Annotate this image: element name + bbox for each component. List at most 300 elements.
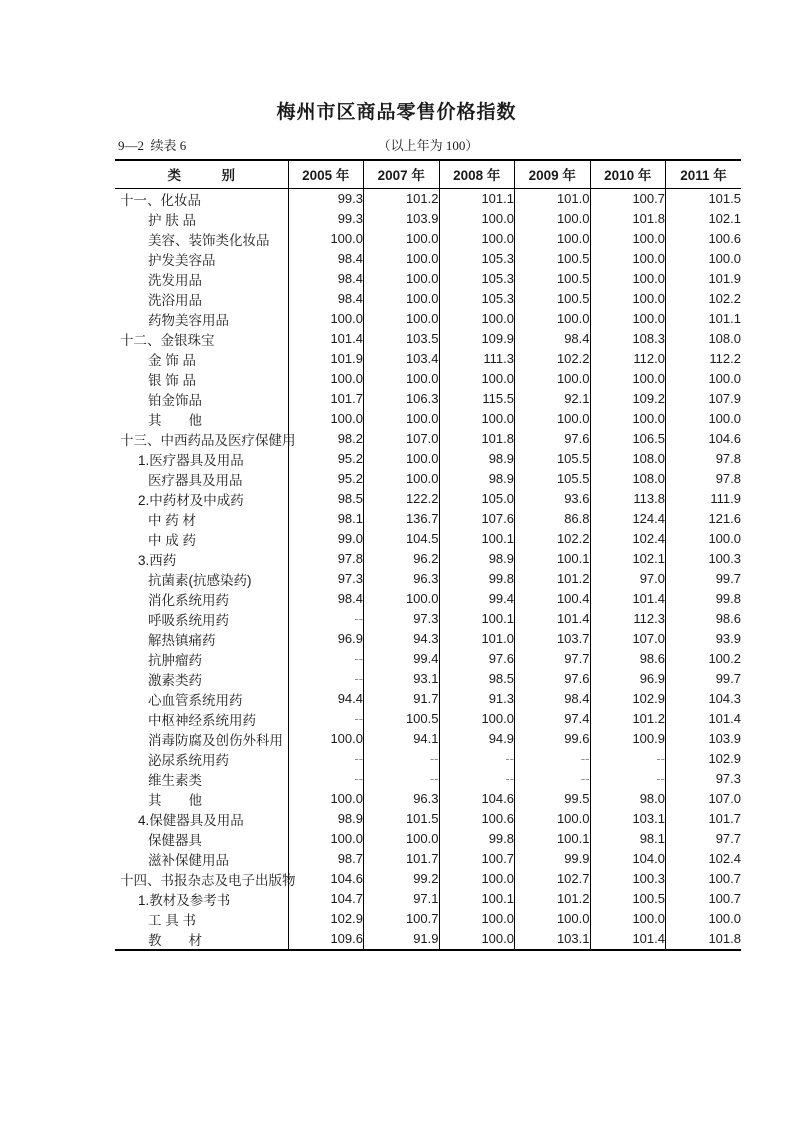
value-cell: 100.7 bbox=[364, 909, 440, 929]
category-cell: 消毒防腐及创伤外科用 bbox=[148, 732, 283, 748]
table-row bbox=[115, 889, 741, 909]
value-cell: 101.9 bbox=[288, 349, 364, 369]
value-cell: 103.5 bbox=[364, 329, 440, 349]
value-cell: 124.4 bbox=[590, 509, 666, 529]
category-cell: 保健器具 bbox=[148, 832, 202, 848]
value-cell: 100.1 bbox=[439, 609, 515, 629]
table-row bbox=[115, 409, 741, 429]
value-cell: 98.4 bbox=[288, 269, 364, 289]
table-number-label: 9—2 续表 6 bbox=[118, 138, 187, 153]
value-cell: 100.4 bbox=[515, 589, 591, 609]
value-cell: 100.0 bbox=[590, 369, 666, 389]
category-cell: 消化系统用药 bbox=[148, 592, 229, 608]
value-cell: 101.0 bbox=[439, 629, 515, 649]
value-cell: 100.0 bbox=[515, 309, 591, 329]
value-cell: 98.9 bbox=[439, 549, 515, 569]
value-cell: 93.1 bbox=[364, 669, 440, 689]
value-cell: 100.0 bbox=[439, 709, 515, 729]
value-cell: 112.2 bbox=[666, 349, 742, 369]
value-cell: 102.9 bbox=[666, 749, 742, 769]
value-cell: 104.6 bbox=[439, 789, 515, 809]
value-cell: 103.1 bbox=[590, 809, 666, 829]
table-row bbox=[115, 329, 741, 349]
value-cell: 100.0 bbox=[364, 589, 440, 609]
value-cell: 97.3 bbox=[666, 769, 742, 789]
value-cell: 100.0 bbox=[666, 909, 742, 929]
value-cell: 98.9 bbox=[288, 809, 364, 829]
value-cell: 107.9 bbox=[666, 389, 742, 409]
category-cell: 2.中药材及中成药 bbox=[138, 492, 244, 508]
value-cell: 100.0 bbox=[666, 409, 742, 429]
value-cell: 102.2 bbox=[515, 349, 591, 369]
category-cell: 护 肤 品 bbox=[148, 212, 197, 228]
value-cell: 102.2 bbox=[515, 529, 591, 549]
value-cell: 99.4 bbox=[439, 589, 515, 609]
value-cell: 98.4 bbox=[515, 329, 591, 349]
value-cell: 100.0 bbox=[590, 269, 666, 289]
value-cell: -- bbox=[288, 769, 364, 789]
value-cell: 101.4 bbox=[590, 929, 666, 950]
value-cell: 100.3 bbox=[590, 869, 666, 889]
table-row bbox=[115, 909, 741, 929]
value-cell: 100.0 bbox=[288, 309, 364, 329]
category-cell: 护发美容品 bbox=[148, 252, 216, 268]
category-cell: 十三、中西药品及医疗保健用 bbox=[120, 432, 296, 448]
category-cell: 工 具 书 bbox=[148, 912, 197, 928]
table-row bbox=[115, 509, 741, 529]
value-cell: 105.5 bbox=[515, 469, 591, 489]
value-cell: 97.0 bbox=[590, 569, 666, 589]
value-cell: 101.7 bbox=[666, 809, 742, 829]
value-cell: -- bbox=[288, 709, 364, 729]
category-cell: 泌尿系统用药 bbox=[148, 752, 229, 768]
value-cell: 98.6 bbox=[590, 649, 666, 669]
value-cell: 98.0 bbox=[590, 789, 666, 809]
value-cell: 97.6 bbox=[515, 429, 591, 449]
value-cell: 91.7 bbox=[364, 689, 440, 709]
value-cell: 102.4 bbox=[666, 849, 742, 869]
value-cell: 103.9 bbox=[364, 209, 440, 229]
base-year-note: （以上年为 100） bbox=[377, 138, 479, 153]
value-cell: 101.4 bbox=[666, 709, 742, 729]
value-cell: 93.6 bbox=[515, 489, 591, 509]
value-cell: 100.0 bbox=[590, 249, 666, 269]
value-cell: 98.4 bbox=[515, 689, 591, 709]
value-cell: 99.3 bbox=[288, 188, 364, 209]
value-cell: 100.5 bbox=[515, 269, 591, 289]
value-cell: 100.0 bbox=[590, 409, 666, 429]
table-header-row bbox=[115, 160, 741, 188]
value-cell: 97.7 bbox=[666, 829, 742, 849]
value-cell: 100.0 bbox=[364, 309, 440, 329]
table-row bbox=[115, 529, 741, 549]
value-cell: 100.0 bbox=[439, 909, 515, 929]
value-cell: 111.9 bbox=[666, 489, 742, 509]
value-cell: -- bbox=[364, 749, 440, 769]
table-row bbox=[115, 229, 741, 249]
table-row bbox=[115, 569, 741, 589]
value-cell: 100.0 bbox=[515, 229, 591, 249]
value-cell: 100.0 bbox=[364, 249, 440, 269]
value-cell: 98.4 bbox=[288, 589, 364, 609]
value-cell: 100.0 bbox=[666, 249, 742, 269]
value-cell: -- bbox=[288, 649, 364, 669]
value-cell: 101.1 bbox=[439, 188, 515, 209]
value-cell: 100.0 bbox=[364, 449, 440, 469]
value-cell: 98.9 bbox=[439, 449, 515, 469]
category-cell: 洗发用品 bbox=[148, 272, 202, 288]
table-row bbox=[115, 709, 741, 729]
value-cell: 97.7 bbox=[515, 649, 591, 669]
value-cell: 100.0 bbox=[666, 369, 742, 389]
category-cell: 中 药 材 bbox=[148, 512, 197, 528]
value-cell: 97.6 bbox=[515, 669, 591, 689]
value-cell: 105.3 bbox=[439, 249, 515, 269]
value-cell: 94.1 bbox=[364, 729, 440, 749]
value-cell: 104.6 bbox=[666, 429, 742, 449]
value-cell: 99.7 bbox=[666, 669, 742, 689]
category-cell: 洗浴用品 bbox=[148, 292, 202, 308]
value-cell: 103.7 bbox=[515, 629, 591, 649]
value-cell: 98.1 bbox=[590, 829, 666, 849]
value-cell: 101.2 bbox=[590, 709, 666, 729]
value-cell: 100.1 bbox=[515, 549, 591, 569]
value-cell: 101.1 bbox=[666, 309, 742, 329]
table-row bbox=[115, 749, 741, 769]
category-cell: 十四、书报杂志及电子出版物 bbox=[120, 872, 296, 888]
value-cell: 105.3 bbox=[439, 289, 515, 309]
value-cell: 100.0 bbox=[288, 369, 364, 389]
year-header: 2010 年 bbox=[590, 160, 666, 188]
value-cell: 103.1 bbox=[515, 929, 591, 950]
value-cell: 101.2 bbox=[364, 188, 440, 209]
value-cell: 99.4 bbox=[364, 649, 440, 669]
value-cell: 100.7 bbox=[590, 188, 666, 209]
value-cell: 100.5 bbox=[515, 289, 591, 309]
value-cell: 100.0 bbox=[515, 369, 591, 389]
value-cell: 100.6 bbox=[666, 229, 742, 249]
value-cell: 104.0 bbox=[590, 849, 666, 869]
value-cell: 104.7 bbox=[288, 889, 364, 909]
value-cell: 101.0 bbox=[515, 188, 591, 209]
value-cell: 100.0 bbox=[364, 469, 440, 489]
value-cell: 105.5 bbox=[515, 449, 591, 469]
value-cell: 102.1 bbox=[666, 209, 742, 229]
value-cell: 100.1 bbox=[439, 889, 515, 909]
value-cell: 100.0 bbox=[666, 529, 742, 549]
table-row bbox=[115, 269, 741, 289]
value-cell: 100.0 bbox=[439, 369, 515, 389]
value-cell: -- bbox=[288, 749, 364, 769]
value-cell: 100.0 bbox=[364, 829, 440, 849]
value-cell: 100.0 bbox=[439, 229, 515, 249]
value-cell: 101.2 bbox=[515, 889, 591, 909]
value-cell: 104.3 bbox=[666, 689, 742, 709]
value-cell: 101.4 bbox=[288, 329, 364, 349]
value-cell: 86.8 bbox=[515, 509, 591, 529]
value-cell: 108.0 bbox=[590, 469, 666, 489]
value-cell: 101.5 bbox=[666, 188, 742, 209]
value-cell: 97.3 bbox=[288, 569, 364, 589]
value-cell: 101.8 bbox=[666, 929, 742, 950]
table-row bbox=[115, 369, 741, 389]
value-cell: 100.0 bbox=[439, 409, 515, 429]
value-cell: 97.8 bbox=[666, 449, 742, 469]
value-cell: 105.3 bbox=[439, 269, 515, 289]
value-cell: 99.8 bbox=[439, 829, 515, 849]
value-cell: 100.0 bbox=[439, 929, 515, 950]
value-cell: 100.0 bbox=[439, 309, 515, 329]
value-cell: 100.0 bbox=[439, 209, 515, 229]
page-title: 梅州市区商品零售价格指数 bbox=[276, 102, 517, 123]
value-cell: 100.0 bbox=[590, 909, 666, 929]
category-cell: 铂金饰品 bbox=[148, 392, 202, 408]
category-cell: 中枢神经系统用药 bbox=[148, 712, 256, 728]
value-cell: 99.8 bbox=[439, 569, 515, 589]
value-cell: 101.2 bbox=[515, 569, 591, 589]
value-cell: 122.2 bbox=[364, 489, 440, 509]
value-cell: 100.0 bbox=[515, 809, 591, 829]
value-cell: 100.0 bbox=[288, 729, 364, 749]
value-cell: 107.0 bbox=[590, 629, 666, 649]
category-cell: 十二、金银珠宝 bbox=[120, 332, 215, 348]
table-row bbox=[115, 309, 741, 329]
value-cell: 97.1 bbox=[364, 889, 440, 909]
value-cell: 104.6 bbox=[288, 869, 364, 889]
value-cell: 98.2 bbox=[288, 429, 364, 449]
value-cell: 107.0 bbox=[666, 789, 742, 809]
value-cell: 100.3 bbox=[666, 549, 742, 569]
value-cell: 100.0 bbox=[590, 309, 666, 329]
category-cell: 呼吸系统用药 bbox=[148, 612, 229, 628]
value-cell: 107.6 bbox=[439, 509, 515, 529]
value-cell: 96.3 bbox=[364, 569, 440, 589]
year-header: 2011 年 bbox=[666, 160, 742, 188]
table-row bbox=[115, 629, 741, 649]
value-cell: 96.3 bbox=[364, 789, 440, 809]
value-cell: 101.7 bbox=[288, 389, 364, 409]
value-cell: 97.6 bbox=[439, 649, 515, 669]
value-cell: 96.2 bbox=[364, 549, 440, 569]
value-cell: 100.0 bbox=[288, 229, 364, 249]
value-cell: 101.8 bbox=[590, 209, 666, 229]
value-cell: 109.2 bbox=[590, 389, 666, 409]
value-cell: 109.6 bbox=[288, 929, 364, 950]
value-cell: 101.4 bbox=[590, 589, 666, 609]
value-cell: 102.2 bbox=[666, 289, 742, 309]
value-cell: 94.9 bbox=[439, 729, 515, 749]
table-row bbox=[115, 929, 741, 950]
value-cell: -- bbox=[590, 749, 666, 769]
value-cell: 100.0 bbox=[364, 409, 440, 429]
category-cell: 维生素类 bbox=[148, 772, 202, 788]
value-cell: 100.0 bbox=[288, 789, 364, 809]
value-cell: 100.0 bbox=[364, 269, 440, 289]
year-header: 2008 年 bbox=[439, 160, 515, 188]
value-cell: -- bbox=[439, 749, 515, 769]
value-cell: 99.2 bbox=[364, 869, 440, 889]
value-cell: 97.8 bbox=[288, 549, 364, 569]
category-cell: 抗肿瘤药 bbox=[148, 652, 202, 668]
table-row bbox=[115, 429, 741, 449]
table-row bbox=[115, 729, 741, 749]
category-cell: 金 饰 品 bbox=[148, 352, 197, 368]
table-row bbox=[115, 449, 741, 469]
table-row bbox=[115, 869, 741, 889]
value-cell: 100.9 bbox=[590, 729, 666, 749]
table-row bbox=[115, 669, 741, 689]
value-cell: -- bbox=[515, 769, 591, 789]
value-cell: 100.5 bbox=[515, 249, 591, 269]
category-cell: 银 饰 品 bbox=[148, 372, 197, 388]
value-cell: 101.4 bbox=[515, 609, 591, 629]
category-cell: 其 他 bbox=[148, 412, 202, 428]
value-cell: 100.0 bbox=[515, 909, 591, 929]
value-cell: 100.0 bbox=[364, 229, 440, 249]
category-cell: 1.医疗器具及用品 bbox=[138, 452, 244, 468]
value-cell: 121.6 bbox=[666, 509, 742, 529]
value-cell: 100.7 bbox=[666, 869, 742, 889]
category-cell: 其 他 bbox=[148, 792, 202, 808]
value-cell: 98.4 bbox=[288, 249, 364, 269]
value-cell: 107.0 bbox=[364, 429, 440, 449]
category-cell: 医疗器具及用品 bbox=[148, 472, 243, 488]
category-cell: 滋补保健用品 bbox=[148, 852, 229, 868]
year-header: 2005 年 bbox=[288, 160, 364, 188]
value-cell: 99.6 bbox=[515, 729, 591, 749]
value-cell: 106.3 bbox=[364, 389, 440, 409]
value-cell: 109.9 bbox=[439, 329, 515, 349]
value-cell: 108.0 bbox=[666, 329, 742, 349]
value-cell: 105.0 bbox=[439, 489, 515, 509]
value-cell: 112.3 bbox=[590, 609, 666, 629]
table-row bbox=[115, 549, 741, 569]
value-cell: 98.9 bbox=[439, 469, 515, 489]
value-cell: 100.1 bbox=[439, 529, 515, 549]
value-cell: 98.1 bbox=[288, 509, 364, 529]
value-cell: 94.3 bbox=[364, 629, 440, 649]
value-cell: 102.9 bbox=[590, 689, 666, 709]
table-row bbox=[115, 389, 741, 409]
value-cell: 102.4 bbox=[590, 529, 666, 549]
value-cell: 100.5 bbox=[590, 889, 666, 909]
category-cell: 教 材 bbox=[148, 932, 202, 948]
value-cell: 100.6 bbox=[439, 809, 515, 829]
value-cell: 111.3 bbox=[439, 349, 515, 369]
value-cell: 98.5 bbox=[288, 489, 364, 509]
value-cell: 100.0 bbox=[590, 289, 666, 309]
value-cell: 102.9 bbox=[288, 909, 364, 929]
value-cell: 101.9 bbox=[666, 269, 742, 289]
value-cell: 99.9 bbox=[515, 849, 591, 869]
value-cell: 97.4 bbox=[515, 709, 591, 729]
value-cell: -- bbox=[364, 769, 440, 789]
value-cell: 99.3 bbox=[288, 209, 364, 229]
value-cell: 92.1 bbox=[515, 389, 591, 409]
value-cell: 95.2 bbox=[288, 469, 364, 489]
table-row bbox=[115, 589, 741, 609]
price-index-table bbox=[115, 159, 741, 951]
category-cell: 中 成 药 bbox=[148, 532, 197, 548]
table-row bbox=[115, 289, 741, 309]
value-cell: 99.7 bbox=[666, 569, 742, 589]
value-cell: 98.6 bbox=[666, 609, 742, 629]
value-cell: 100.1 bbox=[515, 829, 591, 849]
value-cell: 93.9 bbox=[666, 629, 742, 649]
table-row bbox=[115, 809, 741, 829]
category-cell: 十一、化妆品 bbox=[120, 192, 201, 208]
value-cell: 104.5 bbox=[364, 529, 440, 549]
value-cell: 97.3 bbox=[364, 609, 440, 629]
category-cell: 激素类药 bbox=[148, 672, 202, 688]
value-cell: 100.0 bbox=[288, 829, 364, 849]
value-cell: 96.9 bbox=[288, 629, 364, 649]
table-row bbox=[115, 489, 741, 509]
value-cell: 103.9 bbox=[666, 729, 742, 749]
category-header: 类 别 bbox=[115, 160, 288, 188]
value-cell: 108.0 bbox=[590, 449, 666, 469]
value-cell: 108.3 bbox=[590, 329, 666, 349]
value-cell: 100.7 bbox=[666, 889, 742, 909]
value-cell: 99.8 bbox=[666, 589, 742, 609]
value-cell: 100.0 bbox=[364, 369, 440, 389]
category-cell: 4.保健器具及用品 bbox=[138, 812, 244, 828]
category-cell: 1.教材及参考书 bbox=[138, 892, 231, 908]
category-cell: 美容、装饰类化妆品 bbox=[148, 232, 270, 248]
value-cell: -- bbox=[515, 749, 591, 769]
value-cell: 115.5 bbox=[439, 389, 515, 409]
table-row bbox=[115, 349, 741, 369]
value-cell: 112.0 bbox=[590, 349, 666, 369]
table-row bbox=[115, 789, 741, 809]
table-row bbox=[115, 849, 741, 869]
table-row bbox=[115, 609, 741, 629]
value-cell: 91.9 bbox=[364, 929, 440, 950]
value-cell: 100.0 bbox=[364, 289, 440, 309]
category-cell: 解热镇痛药 bbox=[148, 632, 216, 648]
table-row bbox=[115, 209, 741, 229]
value-cell: 99.0 bbox=[288, 529, 364, 549]
value-cell: 98.4 bbox=[288, 289, 364, 309]
value-cell: 101.7 bbox=[364, 849, 440, 869]
value-cell: 103.4 bbox=[364, 349, 440, 369]
value-cell: 94.4 bbox=[288, 689, 364, 709]
table-row bbox=[115, 689, 741, 709]
value-cell: 100.0 bbox=[590, 229, 666, 249]
value-cell: 100.0 bbox=[515, 209, 591, 229]
value-cell: 95.2 bbox=[288, 449, 364, 469]
value-cell: 113.8 bbox=[590, 489, 666, 509]
table-row bbox=[115, 188, 741, 209]
category-cell: 3.西药 bbox=[138, 552, 177, 568]
value-cell: 101.5 bbox=[364, 809, 440, 829]
value-cell: 96.9 bbox=[590, 669, 666, 689]
value-cell: 100.0 bbox=[288, 409, 364, 429]
value-cell: 97.8 bbox=[666, 469, 742, 489]
table-row bbox=[115, 249, 741, 269]
value-cell: 99.5 bbox=[515, 789, 591, 809]
value-cell: -- bbox=[288, 669, 364, 689]
table-row bbox=[115, 649, 741, 669]
category-cell: 抗菌素(抗感染药) bbox=[148, 572, 252, 588]
category-cell: 药物美容用品 bbox=[148, 312, 229, 328]
value-cell: 136.7 bbox=[364, 509, 440, 529]
value-cell: 102.7 bbox=[515, 869, 591, 889]
value-cell: -- bbox=[288, 609, 364, 629]
value-cell: 91.3 bbox=[439, 689, 515, 709]
value-cell: 100.7 bbox=[439, 849, 515, 869]
value-cell: 106.5 bbox=[590, 429, 666, 449]
